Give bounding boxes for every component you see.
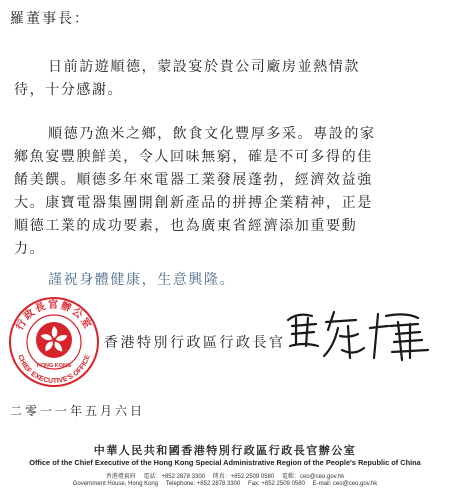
paragraph-line: 待，十分感謝。 [14,82,124,98]
footer-address: Government House, Hong Kong [72,481,159,487]
paragraph-line: 鄉魚宴豐腴鮮美，令人回味無窮，確是不可多得的佳 [14,149,373,165]
handwritten-signature [278,300,448,370]
footer-office-cn: 中華人民共和國香港特別行政區行政長官辦公室 [93,444,357,457]
paragraph-line: 餚美饌。順德多年來電器工業發展蓬勃，經濟效益強 [14,172,373,188]
svg-text:CHIEF EXECUTIVE'S OFFICE: CHIEF EXECUTIVE'S OFFICE [16,353,92,386]
paragraph-line: 日前訪遊順德，蒙設宴於貴公司廠房並熱情款 [48,59,360,75]
footer-email: 電郵：ceo@ceo.gov.hk [281,474,345,480]
footer-office-en: Office of the Chief Executive of the Hong Kong Special Administrative Region of the People's Republic of China [29,458,421,467]
paragraph-wishes [14,269,434,292]
svg-text:行政長官辦公室: 行政長官辦公室 [14,300,94,333]
paragraph-line: 力。 [14,241,46,257]
footer-fax: Fax: +852 2509 0580 [248,481,305,487]
official-seal-icon [8,296,100,388]
paragraph-shunde [14,123,434,261]
footer-phone: 電話：+852 2878 3300 [143,474,205,480]
paragraph-line: 順德乃漁米之鄉，飲食文化豐厚多采。專設的家 [48,126,376,142]
footer-phone: Telephone: +852 2878 3300 [165,481,241,487]
footer-fax: 傳真：+852 2509 0580 [212,474,275,480]
letter-date: 二零一一年五月六日 [10,404,146,418]
footer-contact-cn [0,471,450,480]
footer-contact-en [0,481,450,487]
paragraph-line: 大。康寶電器集團開創新產品的拼搏企業精神，正是 [14,195,373,211]
footer-email: E-mail: ceo@ceo.gov.hk [312,481,378,487]
paragraph-line: 順德工業的成功要素，也為廣東省經濟添加重要動 [14,218,358,234]
paragraph-thanks [14,56,434,102]
footer-address: 香港禮賓府 [105,474,136,480]
salutation: 羅董事長： [10,11,90,27]
paragraph-line: 謹祝身體健康，生意興隆。 [48,272,236,288]
svg-text:HONG KONG: HONG KONG [36,363,72,369]
sender-title: 香港特別行政區行政長官 [104,335,286,351]
